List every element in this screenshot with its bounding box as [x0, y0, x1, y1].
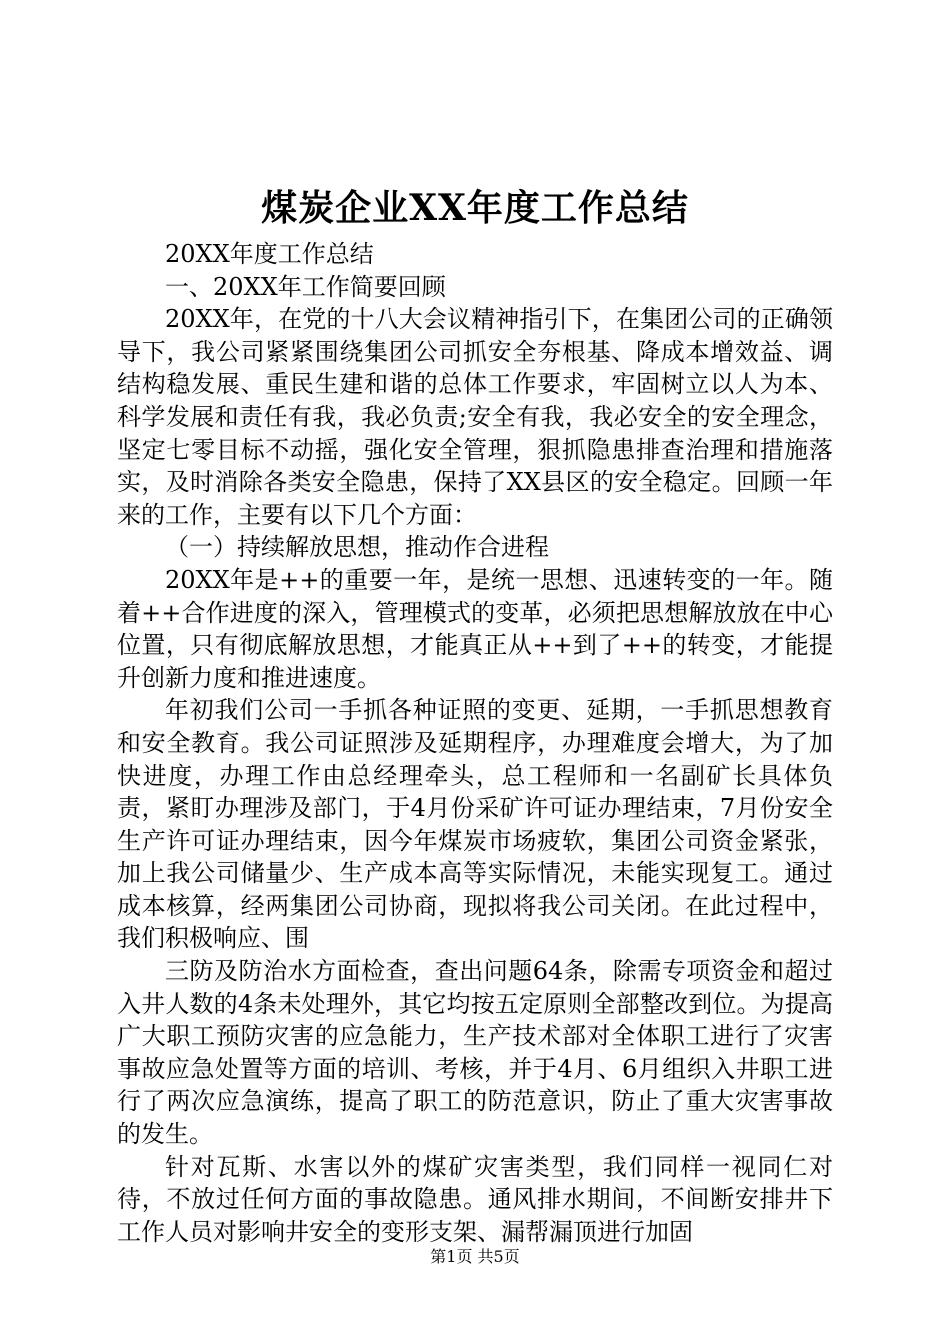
- document-title: 煤炭企业XX年度工作总结: [261, 187, 689, 229]
- paragraph-licenses: 年初我们公司一手抓各种证照的变更、延期，一手抓思想教育和安全教育。我公司证照涉及延期程序，办理难度会增大，为了加快进度，办理工作由总经理牵头，总工程师和一名副矿长具体负责，紧盯办理涉及部门，于4月份采矿许可证办理结束，7月份安全生产许可证办理结束，因今年煤炭市场疲软，集团公司资金紧张，加上我公司储量少、生产成本高等实际情况，未能实现复工。通过成本核算，经两集团公司协商，现拟将我公司关闭。在此过程中，我们积极响应、围: [117, 696, 833, 953]
- paragraph-overview: 20XX年，在党的十八大会议精神指引下，在集团公司的正确领导下，我公司紧紧围绕集团公司抓安全夯根基、降成本增效益、调结构稳发展、重民生建和谐的总体工作要求，牢固树立以人为本、科学发展和责任有我，我必负责;安全有我，我必安全的安全理念，坚定七零目标不动摇，强化安全管理，狠抓隐患排查治理和措施落实，及时消除各类安全隐患，保持了XX县区的安全稳定。回顾一年来的工作，主要有以下几个方面：: [117, 305, 833, 529]
- paragraph-inspection: 三防及防治水方面检查，查出问题64条，除需专项资金和超过入井人数的4条未处理外，其它均按五定原则全部整改到位。为提高广大职工预防灾害的应急能力，生产技术部对全体职工进行了灾害事故应急处置等方面的培训、考核，并于4月、6月组织入井职工进行了两次应急演练，提高了职工的防范意识，防止了重大灾害事故的发生。: [117, 957, 833, 1149]
- document-page: [117, 180, 833, 1248]
- paragraph-hazards: 针对瓦斯、水害以外的煤矿灾害类型，我们同样一视同仁对待，不放过任何方面的事故隐患。通风排水期间，不间断安排井下工作人员对影响井安全的变形支架、漏帮漏顶进行加固: [117, 1152, 833, 1246]
- section-heading-1-1: （一）持续解放思想，推动作合进程: [165, 533, 549, 562]
- section-heading-1: 一、20XX年工作简要回顾: [165, 272, 446, 301]
- paragraph-thought: 20XX年是++的重要一年，是统一思想、迅速转变的一年。随着++合作进度的深入，管理模式的变革，必须把思想解放放在中心位置，只有彻底解放思想，才能真正从++到了++的转变，才能提升创新力度和推进速度。: [117, 565, 833, 692]
- page-footer: 第1页 共5页: [430, 1247, 520, 1266]
- paragraph-subtitle: 20XX年度工作总结: [165, 240, 374, 268]
